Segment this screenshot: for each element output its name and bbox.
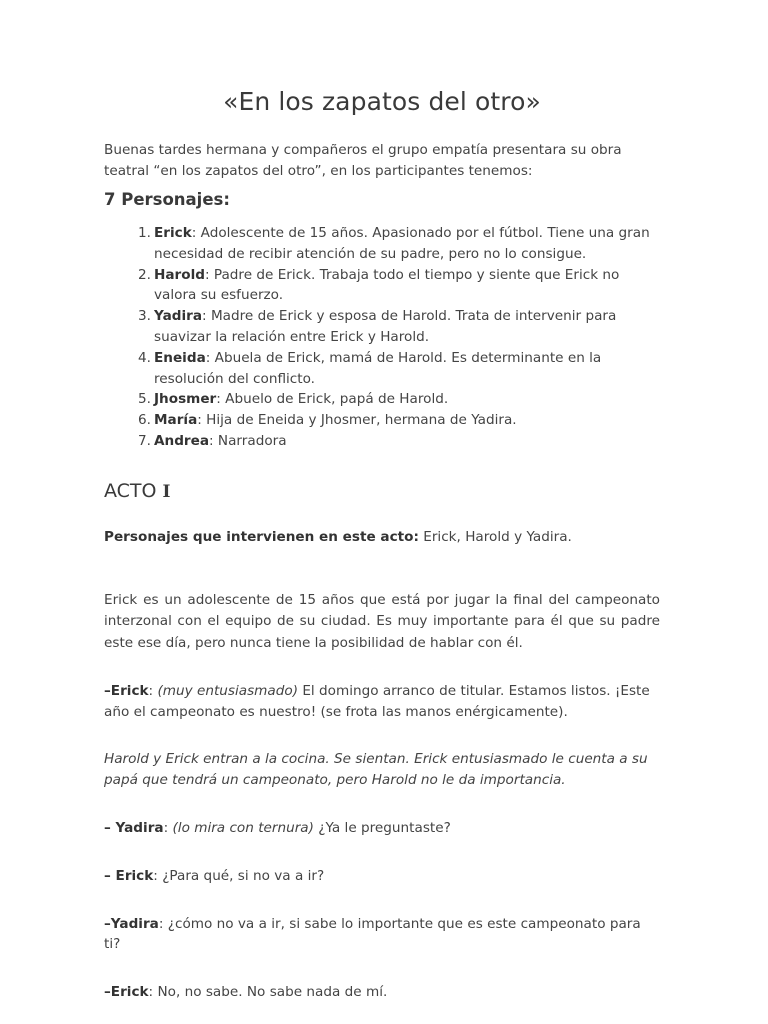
dialogue-speaker: –Erick <box>104 984 149 1001</box>
act-heading-word: ACTO <box>104 479 163 502</box>
list-item <box>104 223 660 265</box>
character-description: : Narradora <box>209 432 287 449</box>
dialogue-colon: : <box>153 867 163 884</box>
act-narrative-paragraph: Erick es un adolescente de 15 años que está por jugar la final del campeonato interzonal con el equipo de su ciudad. Es muy importante para él que su padre este ese día, pero nunca tiene la posibilidad de hablar con él. <box>104 591 660 651</box>
intro-paragraph: Buenas tardes hermana y compañeros el grupo empatía presentara su obra teatral “en los zapatos del otro”, en los participantes tenemos: <box>104 142 622 179</box>
act-heading <box>104 452 660 504</box>
dialogue-text: ¿Ya le preguntaste? <box>313 819 451 836</box>
character-description: : Madre de Erick y esposa de Harold. Trata de intervenir para suavizar la relación entre Erick y Harold. <box>154 308 617 345</box>
character-name: Harold <box>154 266 205 283</box>
dialogue-text: ¿cómo no va a ir, si sabe lo importante que es este campeonato para ti? <box>104 915 641 953</box>
dialogue-speaker: – Erick <box>104 867 154 884</box>
list-item <box>104 348 660 390</box>
character-description: : Hija de Eneida y Jhosmer, hermana de Yadira. <box>197 412 517 429</box>
character-name: Andrea <box>154 432 210 449</box>
stage-direction-block: Harold y Erick entran a la cocina. Se sientan. Erick entusiasmado le cuenta a su papá que tendrá un campeonato, pero Harold no le da importancia. <box>104 750 648 788</box>
dialogue-stage-direction: (lo mira con ternura) <box>172 819 314 836</box>
character-description: : Abuelo de Erick, papá de Harold. <box>216 391 449 408</box>
dialogue-text: ¿Para qué, si no va a ir? <box>162 867 325 884</box>
dialogue-speaker: – Yadira <box>104 819 164 836</box>
dialogue-line <box>104 887 660 956</box>
dialogue-text: El domingo arranco de titular. Estamos listos. ¡Este año el campeonato es nuestro! (se frota las manos enérgicamente). <box>104 683 650 721</box>
act-heading-numeral: I <box>162 481 171 502</box>
dialogue-colon: : <box>148 984 158 1001</box>
character-name: María <box>154 412 198 429</box>
dialogue-line <box>104 654 660 723</box>
dialogue-line <box>104 955 660 1003</box>
character-name: Eneida <box>154 349 206 366</box>
dialogue-colon: : <box>158 915 168 932</box>
character-name: Erick <box>154 225 192 241</box>
act-cast-line <box>104 503 660 547</box>
list-item <box>104 431 660 452</box>
dialogue-stage-direction: (muy entusiasmado) <box>157 683 298 700</box>
dialogue-colon: : <box>148 683 158 700</box>
page-title: «En los zapatos del otro» <box>223 87 541 116</box>
character-description: : Padre de Erick. Trabaja todo el tiempo y siente que Erick no valora su esfuerzo. <box>154 266 620 304</box>
character-description: : Adolescente de 15 años. Apasionado por el fútbol. Tiene una gran necesidad de recibir atención de su padre, pero no lo consigue. <box>154 225 650 262</box>
list-item <box>104 306 660 348</box>
dialogue-line <box>104 839 660 887</box>
dialogue-speaker: –Erick <box>104 683 149 700</box>
character-description: : Abuela de Erick, mamá de Harold. Es determinante en la resolución del conflicto. <box>154 349 602 387</box>
act-cast-label: Personajes que intervienen en este acto: <box>104 529 419 546</box>
list-item <box>104 389 660 410</box>
dialogue-text: No, no sabe. No sabe nada de mí. <box>157 984 388 1001</box>
document-body <box>104 0 660 1003</box>
dialogue-line <box>104 791 660 839</box>
character-name: Yadira <box>154 308 203 325</box>
list-item <box>104 410 660 431</box>
characters-heading: 7 Personajes: <box>104 189 230 209</box>
dialogue-colon: : <box>163 819 173 836</box>
dialogue-speaker: –Yadira <box>104 915 159 932</box>
character-list <box>104 210 660 452</box>
act-cast-names: Erick, Harold y Yadira. <box>418 529 572 546</box>
character-name: Jhosmer <box>154 391 217 408</box>
list-item <box>104 265 660 307</box>
